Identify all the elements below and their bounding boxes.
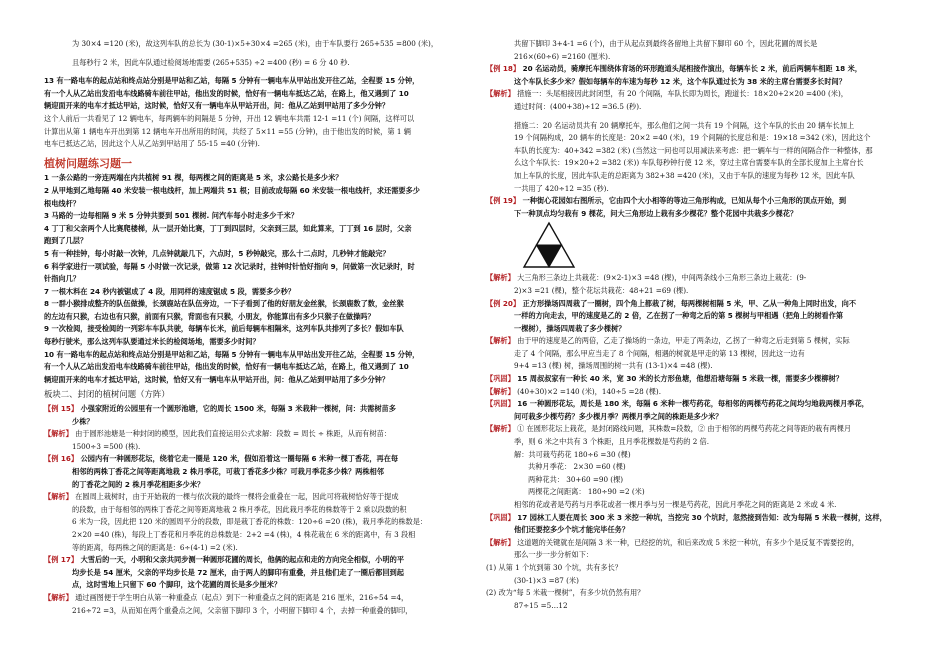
example-question: 的丁香花之间的 2 株月季花相距多少米？ bbox=[72, 479, 205, 489]
analysis-line: 等的距离，每两株之间的距离是：6÷(4-1) =2 (米). bbox=[72, 542, 238, 552]
calc-label: 两种花共： bbox=[528, 474, 564, 484]
analysis-line: 通过时间：(400+38)÷12 =36.5 (秒). bbox=[514, 101, 642, 111]
exercise-line: 6 科学家进行一项试验，每隔 5 小时做一次记录，做第 12 次记录时，挂钟时针恰好指向 9，问做第一次记录时，时 bbox=[44, 261, 415, 271]
exercise-line: 9 一次检阅，接受检阅的一列彩车车队共驶，每辆车长米，前后每辆车相隔米，这列车队共排列了多长？假如车队 bbox=[44, 324, 404, 334]
calc-expr: 30+60 =90 (棵) bbox=[566, 474, 624, 484]
section-title: 植树问题练习题一 bbox=[44, 156, 132, 170]
example-tag: 【例 15】 bbox=[44, 404, 79, 414]
right-column bbox=[486, 38, 918, 612]
analysis-tag: 【解析】 bbox=[44, 429, 73, 439]
step-line: (2) 改为“每 5 米栽一棵树”，有多少坑仍然有用？ bbox=[486, 588, 645, 598]
intro-line: 共留下脚印 3+4-1 =6 (个)，由于从起点到最终各留地上共留下脚印 60 个，因此花圃的周长是 bbox=[514, 39, 818, 48]
intro-line: 为 30×4 =120 (米)，故这列车队的总长为 (30-1)×5+30×4 =265 (米)，由于车队要行 265+535 =800 (米)， bbox=[72, 39, 439, 48]
example-question: 他们还要挖多少个坑才能完毕任务？ bbox=[514, 525, 630, 535]
example-question: 小强家附近的公园里有一个圆形池塘，它的周长 1500 米，每隔 3 米栽种一棵树，问：共需树苗多 bbox=[80, 404, 396, 414]
example-question: 16 一种圆形花坛，周长是 180 米，每隔 6 米种一棵芍药花，每相邻的两棵芍药花之间均匀地栽两棵月季花， bbox=[517, 399, 869, 409]
exercise-line: 5 有一种挂钟，每小时敲一次钟，几点钟就敲几下，六点时，5 秒钟敲完，那么十二点时，几秒钟才能敲完？ bbox=[44, 248, 390, 258]
exercise-line: 针指向几？ bbox=[44, 274, 80, 284]
exercise-line: 辆迎面开来的电车才抵达甲站，这时候，恰好又有一辆电车从甲站开出，问：他从乙站到甲站用了多少分钟？ bbox=[44, 374, 390, 384]
example-question: 正方形操场四周栽了一圈树，四个角上都栽了树，每两棵树相隔 5 米，甲、乙从一种角上同时出发，向不 bbox=[522, 298, 857, 308]
example-question: 均步长是 54 厘米，父亲的平均步长是 72 厘米，由于两人的脚印有重叠，并且他们走了一圈后都回到起 bbox=[72, 567, 404, 577]
analysis-line: 车队的长度为：40+342 =382 (米) (当然这一问也可以用减法来考虑：把一辆车与一样的间隔合作一种整体，那 bbox=[514, 145, 873, 155]
example-tag: 【例 18】 bbox=[486, 64, 521, 74]
analysis-line: 的段数，由于每相邻的两株丁香花之间等距离地栽 2 株月季花，因此栽月季花的株数等于 2 乘以段数的积 bbox=[72, 504, 407, 514]
step-line: 87÷15 =5…12 bbox=[514, 600, 568, 610]
analysis-line: 这道题的关键就在是间隔 3 米一种，已经挖的坑，和后来改成 5 米挖一种坑，有多少个是反复不需要挖的， bbox=[517, 537, 859, 547]
analysis-tag: 【解析】 bbox=[486, 424, 515, 434]
exercise-line: 1 一条公路的一旁连两端在内共植树 91 棵，每两棵之间的距离是 5 米，求公路长是多少米？ bbox=[44, 173, 343, 183]
board-title: 板块二、封闭的植树问题（方阵） bbox=[44, 389, 170, 400]
exercise-line: 有一个人从乙站出发沿电车线路骑车前往甲站，他出发的时候，恰好有一辆电车抵达乙站，在路上，他又遇到了 10 bbox=[44, 362, 409, 372]
example-question: 20 名运动员，骑摩托车围绕体育场的环形跑道头尾相接作演出，每辆车长 2 米，前后两辆车相距 18 米， bbox=[522, 64, 862, 74]
analysis-line: 在圆周上栽树时，由于开始栽的一棵与依次栽的最终一棵将会重叠在一起，因此可将栽树恰好等于提成 bbox=[75, 492, 399, 502]
garden-triangle-diagram bbox=[520, 220, 578, 270]
analysis-line: 措施一：头尾相接因此封闭型，有 20 个间隔，车队长即为周长，跑道长：18×20+2×20 =400 (米)， bbox=[517, 89, 848, 99]
example-question: 15 周叔叔家有一种长 40 米，宽 30 米的长方形鱼塘，他想沿塘每隔 5 米栽一棵，需要多少棵柳树？ bbox=[517, 374, 843, 384]
step-line: (30-1)×3 =87 (米) bbox=[514, 575, 579, 585]
analysis-line: 季，则 6 米之中共有 3 个株距，且月季花棵数是芍药的 2 倍. bbox=[514, 437, 710, 447]
triangle-figure bbox=[486, 220, 918, 272]
analysis-tag: 【解析】 bbox=[486, 336, 515, 346]
analysis-line: (40+30)×2 =140 (米)，140÷5 =28 (棵). bbox=[517, 386, 662, 396]
analysis-line: 那么一步一步分析如下： bbox=[514, 550, 594, 560]
example-question: 17 园林工人要在周长 300 米 3 米挖一种坑，当挖完 30 个坑时，忽然接到告知：改为每隔 5 米栽一棵树，这样， bbox=[517, 512, 887, 522]
example-question: 这个车队长多少米？假如每辆车的车速为每秒 12 米，这个车队通过长为 38 米的主席台需要多长时间？ bbox=[514, 76, 846, 86]
exercise-line: 3 马路的一边每相隔 9 米 5 分钟共要到 501 棵树. 问汽车每小时走多少千米？ bbox=[44, 211, 299, 221]
analysis-line: 1500÷3 =500 (株). bbox=[72, 441, 141, 451]
analysis-tag: 【解析】 bbox=[486, 537, 515, 547]
example-question: 一棵树），操场四周栽了多少棵树？ bbox=[514, 323, 626, 333]
analysis-tag: 【解析】 bbox=[486, 273, 515, 283]
answer-line: 电车已抵达乙站，因此这个人从乙站到甲站用了 55-15 =40 (分钟). bbox=[44, 139, 260, 149]
analysis-line: 加上车队的长度，因此车队走的总距离为 382+38 =420 (米)，又由于车队的速度为每秒 12 米，因此车队 bbox=[514, 170, 855, 180]
calc-intro: 解：共可栽芍药花 bbox=[514, 449, 572, 459]
calc-expr: 180÷6 =30 (棵) bbox=[573, 449, 631, 459]
example-question: 一种街心花园如右图所示，它由四个大小相等的等边三角形构成，已知从每个小三角形的顶点开始，到 bbox=[522, 196, 847, 206]
exercise-line: 的左边有只猴，右边也有只猴，前面有只猴，背面也有只猴，小朋友，你能算出有多少只猴子在做操吗？ bbox=[44, 311, 375, 321]
analysis-line: 相邻的花或者是芍药与月季花或者一棵月季与另一棵是芍药花，因此月季花之间的距离是 2 米或 4 米. bbox=[514, 500, 837, 509]
example-question: 公园内有一种圆形花坛，绕着它走一圈是 120 米，假如沿着这一圈每隔 6 米种一棵丁香花，再在每 bbox=[80, 454, 399, 464]
example-question: 一样的方向走去，甲的速度是乙的 2 倍，乙在拐了一种弯之后的第 5 棵树与甲相遇（把角上的树看作第 bbox=[514, 311, 844, 321]
example-question: 点，这时雪地上只留下 60 个脚印，这个花圃的周长是多少厘米？ bbox=[72, 580, 282, 590]
consolidate-tag: 【巩固】 bbox=[486, 512, 515, 522]
analysis-line: 2)×3 =21 (棵)，整个花坛共栽花：48+21 =69 (棵). bbox=[514, 285, 689, 295]
analysis-tag: 【解析】 bbox=[486, 89, 515, 99]
exercise-line: 10 有一路电车的起点站和终点站分别是甲站和乙站，每隔 5 分钟有一辆电车从甲站出发开往乙站，全程要 15 分钟， bbox=[44, 349, 420, 359]
analysis-line: 2×20 =40 (株)，每段上丁香花和月季花的总株数是：2+2 =4 (株)，4 株花栽在 6 米的距离中，有 3 段相 bbox=[72, 529, 416, 539]
exercise-line: 4 丁丁和父亲两个人比赛爬楼梯，从一层开始比赛，丁丁到四层时，父亲到三层，如此算来，丁丁到 16 层时，父亲 bbox=[44, 223, 412, 233]
consolidate-tag: 【巩固】 bbox=[486, 374, 515, 384]
consolidate-tag: 【巩固】 bbox=[486, 399, 515, 409]
question-line: 有一个人从乙站出发沿电车线路骑车前往甲站，他出发的时候，恰好有一辆电车抵达乙站，在路上，他又遇到了 10 bbox=[44, 88, 409, 98]
calc-label: 共种月季花： bbox=[528, 462, 572, 472]
intro-line: 且每秒行 2 米，因此车队通过检阅场地需要 (265+535) ÷2 =400 (秒) = 6 分 40 秒. bbox=[72, 57, 350, 67]
example-tag: 【例 19】 bbox=[486, 196, 521, 206]
analysis-line: 9+4 =13 (棵) 树，操场周围的树一共有 (13-1)×4 =48 (棵). bbox=[514, 361, 713, 371]
analysis-line: 由于甲的速度是乙的两倍，乙走了操场的一条边，甲走了两条边，乙拐了一种弯之后走到第 5 棵树，实际 bbox=[517, 336, 850, 346]
analysis-line: 19 个间隔构成，20 辆车的长度是：20×2 =40 (米)，19 个间隔的长度总和是：19×18 =342 (米)，因此这个 bbox=[514, 133, 871, 143]
example-tag: 【例 20】 bbox=[486, 298, 521, 308]
exercise-line: 2 从甲地到乙地每隔 40 米安装一根电线杆，加上两端共 51 根；目前改成每隔 60 米安装一根电线杆，求还需要多少 bbox=[44, 185, 420, 195]
analysis-line: 措施二：20 名运动员共有 20 辆摩托车，那么他们之间一共有 19 个间隔，这个车队的长由 20 辆车长加上 bbox=[514, 120, 855, 130]
example-question: 下一种顶点均匀栽有 9 棵花，问大三角形边上栽有多少棵花？整个花园中共栽多少棵花？ bbox=[514, 208, 798, 218]
question-line: 辆迎面开来的电车才抵达甲站，这时候，恰好又有一辆电车从甲站开出，问：他从乙站到甲站用了多少分钟？ bbox=[44, 101, 390, 111]
example-question: 问可栽多少棵芍药？多少棵月季？两棵月季之间的株距是多少米？ bbox=[514, 411, 723, 421]
example-tag: 【例 17】 bbox=[44, 555, 79, 565]
exercise-line: 7 一根木料在 24 秒内被锯成了 4 段，用同样的速度锯成 5 段，需要多少秒？ bbox=[44, 286, 295, 296]
answer-line: 计算出从第 1 辆电车开出到第 12 辆电车开出所用的时间，共经了 5×11 =55 (分钟)，由于他出发的时候，第 1 辆 bbox=[44, 126, 411, 136]
calc-expr: 180÷90 =2 (米) bbox=[587, 487, 645, 497]
analysis-line: 216÷72 =3，从而知在两个重叠点之间，父亲留下脚印 3 个，小明留下脚印 4 个，去掉一种重叠的脚印， bbox=[72, 605, 413, 615]
analysis-tag: 【解析】 bbox=[44, 492, 73, 502]
analysis-line: 大三角形三条边上共栽花：(9×2-1)×3 =48 (棵)，中间两条线小三角形三条边上栽花：(9- bbox=[517, 273, 807, 283]
calc-expr: 2×30 =60 (棵) bbox=[573, 462, 626, 472]
analysis-tag: 【解析】 bbox=[486, 386, 515, 396]
analysis-line: 6 米为一段，因此把 120 米的圆周平分的段数，即是栽丁香花的株数：120÷6 =20 (株)，栽月季花的株数是： bbox=[72, 517, 428, 527]
example-question: 大雪后的一天，小明和父亲共同步测一种圆形花圃的周长，他俩的起点和走的方向完全相似，小明的平 bbox=[80, 555, 405, 565]
left-column bbox=[44, 38, 476, 617]
question-line: 13 有一路电车的起点站和终点站分别是甲站和乙站，每隔 5 分钟有一辆电车从甲站出发开往乙站，全程要 15 分钟， bbox=[44, 76, 420, 86]
analysis-line: ① 在圆形花坛上栽花，是封闭路线问题，其株数=段数，② 由于相邻的两棵芍药花之间等距的栽有两棵月 bbox=[517, 424, 852, 434]
analysis-line: 一共用了 420÷12 =35 (秒). bbox=[514, 183, 609, 193]
exercise-line: 每秒行驶米，那么这列车队要通过米长的检阅场地，需要多少时间？ bbox=[44, 337, 260, 347]
exercise-line: 跑到了几层？ bbox=[44, 236, 88, 246]
analysis-tag: 【解析】 bbox=[44, 592, 73, 602]
answer-line: 这个人前后一共看见了 12 辆电车，每两辆车的间隔是 5 分钟，开出 12 辆电车共需 12-1 =11 (个) 间隔，这样可以 bbox=[44, 113, 415, 123]
example-question: 相邻的两株丁香花之间等距离地栽 2 株月季花，可栽丁香花多少株？可栽月季花多少株？两株相邻 bbox=[72, 467, 384, 476]
step-line: (1) 从第 1 个坑到第 30 个坑，共有多长？ bbox=[486, 562, 622, 572]
example-question: 少株？ bbox=[72, 416, 94, 426]
example-tag: 【例 16】 bbox=[44, 454, 79, 464]
intro-line: 216×(60÷6) =2160 (厘米). bbox=[514, 51, 611, 61]
analysis-line: 通过画图便于学生明白从第一种重叠点（起点）到下一种重叠点之间的距离是 216 厘米，216÷54 =4， bbox=[75, 592, 409, 602]
calc-label: 两棵花之间距离： bbox=[528, 487, 586, 497]
exercise-line: 根电线杆？ bbox=[44, 198, 80, 208]
exercise-line: 8 一群小猴排成整齐的队伍做操，长颈鹿站在队伍旁边，一下子看到了他的好朋友金丝猴，长颈鹿数了数，金丝猴 bbox=[44, 299, 404, 309]
analysis-line: 走了 4 个间隔，那么甲应当走了 8 个间隔，相遇的树就是甲走的第 13 棵树，因此这一边有 bbox=[514, 348, 805, 358]
analysis-line: 么这个车队长：19×20+2 =382 (米)) 车队每秒钟行使 12 米，穿过主席台需要车队的全部长度加上主席台长 bbox=[514, 158, 864, 168]
analysis-line: 由于圆形池塘是一种封闭的模型，因此我们直接运用公式求解：段数 = 周长 ÷ 株距，从而有树苗： bbox=[75, 429, 391, 439]
